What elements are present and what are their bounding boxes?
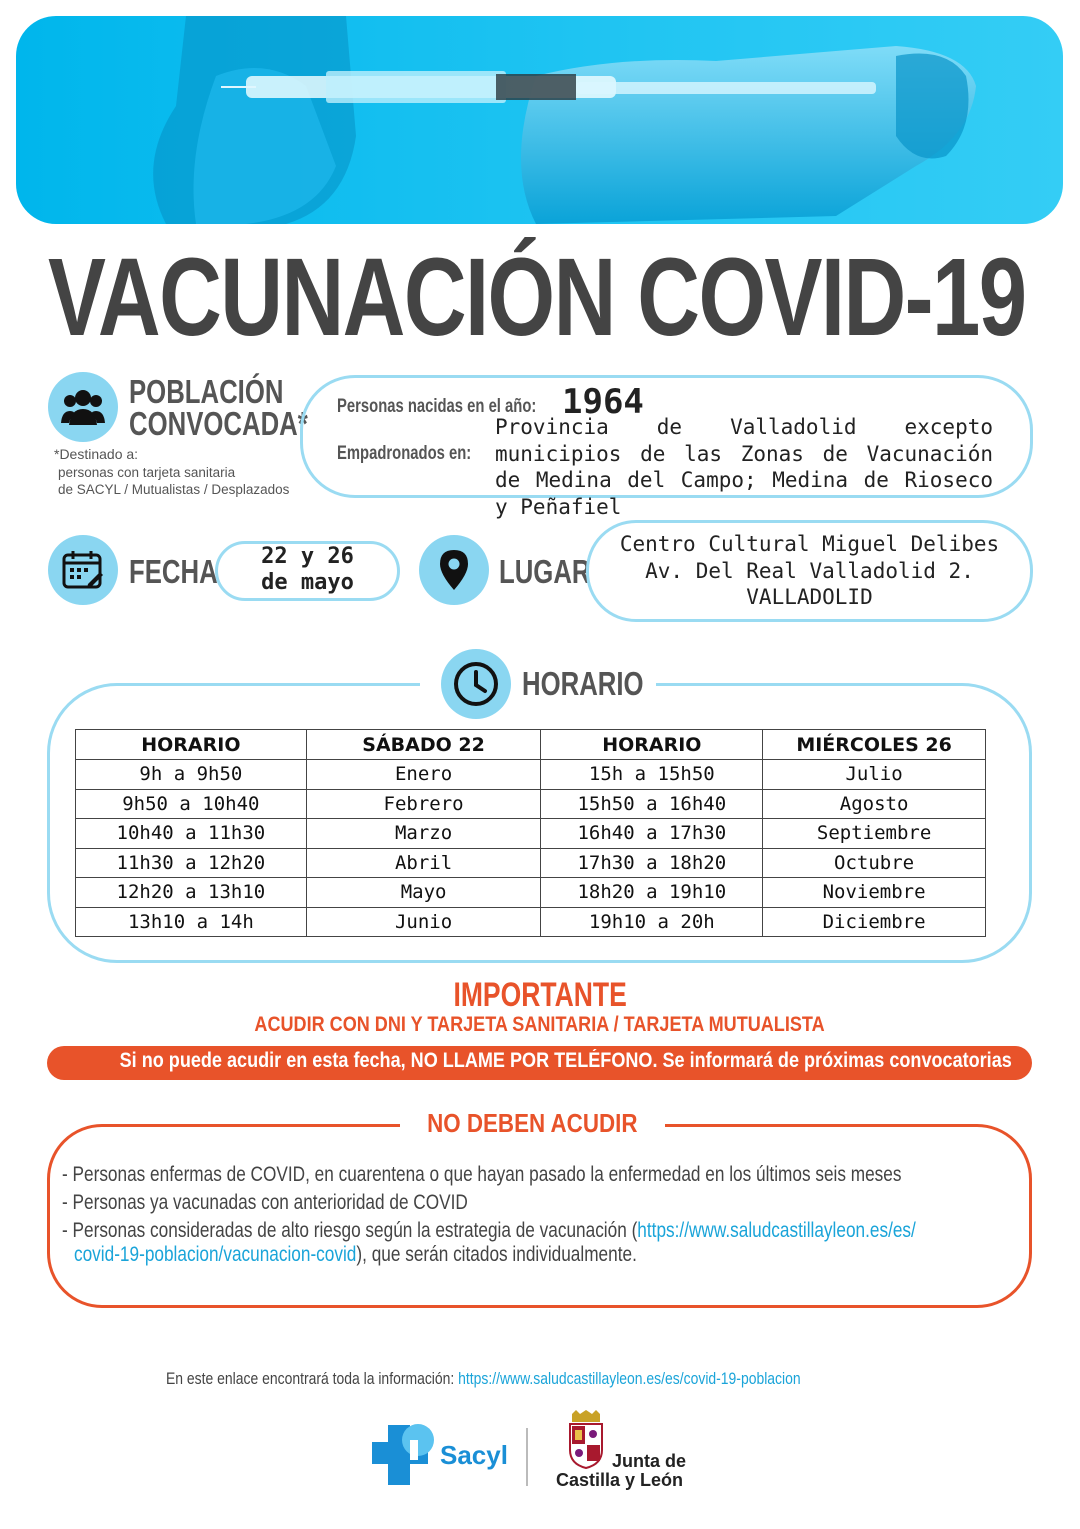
no-deben-item-1-wrap [62, 1163, 1080, 1187]
importante-title: IMPORTANTE [453, 976, 627, 1014]
warning-banner-text-wrap [47, 1049, 1032, 1073]
no-deben-item-3b-wrap [74, 1243, 760, 1267]
table-cell: Junio [306, 907, 541, 937]
header-miercoles: MIÉRCOLES 26 [763, 730, 986, 760]
destinado-label: *Destinado a: [54, 446, 139, 462]
horario-label: HORARIO [522, 665, 644, 702]
fecha-line1: 22 y 26 [261, 544, 354, 569]
table-cell: Diciembre [763, 907, 986, 937]
junta-line2: Castilla y León [556, 1470, 684, 1490]
lugar-label: LUGAR [499, 553, 591, 590]
no-deben-item-1: - Personas enfermas de COVID, en cuarentena o que hayan pasado la enfermedad en los últimos seis meses [62, 1163, 902, 1186]
header-horario-2: HORARIO [541, 730, 763, 760]
table-cell: 10h40 a 11h30 [76, 819, 307, 849]
table-cell: Mayo [306, 878, 541, 908]
table-row [76, 907, 986, 937]
header-horario-1: HORARIO [76, 730, 307, 760]
table-cell: 13h10 a 14h [76, 907, 307, 937]
table-cell: 11h30 a 12h20 [76, 848, 307, 878]
destinado-line2: de SACYL / Mutualistas / Desplazados [58, 482, 290, 497]
clock-icon [441, 649, 511, 719]
footer-info-link[interactable]: https://www.saludcastillayleon.es/es/covid-19-poblacion [458, 1369, 801, 1388]
table-row [76, 848, 986, 878]
table-cell: Febrero [306, 789, 541, 819]
lugar-line2: Av. Del Real Valladolid 2. [645, 559, 974, 583]
no-deben-item-3-wrap [62, 1219, 1080, 1243]
no-deben-item-3-tail: ), que serán citados individualmente. [356, 1243, 637, 1266]
table-row [76, 760, 986, 790]
lugar-line1: Centro Cultural Miguel Delibes [619, 532, 1000, 556]
table-cell: 9h50 a 10h40 [76, 789, 307, 819]
footer-info-label: En este enlace encontrará toda la información: [166, 1369, 455, 1388]
sacyl-logo [370, 1420, 440, 1490]
table-cell: Noviembre [763, 878, 986, 908]
sacyl-logo-text: Sacyl [440, 1440, 508, 1470]
table-cell: 12h20 a 13h10 [76, 878, 307, 908]
table-cell: 9h a 9h50 [76, 760, 307, 790]
table-cell: 18h20 a 19h10 [541, 878, 763, 908]
lugar-line3: VALLADOLID [746, 585, 873, 609]
syringe-hands-illustration [16, 16, 1063, 224]
table-row [76, 789, 986, 819]
junta-line1: Junta de [612, 1451, 687, 1471]
no-deben-item-3-text: - Personas consideradas de alto riesgo según la estrategia de vacunación ( [62, 1219, 638, 1242]
no-deben-item-2-wrap [62, 1191, 557, 1215]
no-deben-title: NO DEBEN ACUDIR [427, 1108, 638, 1138]
header-sabado: SÁBADO 22 [306, 730, 541, 760]
destinado-line1: personas con tarjeta sanitaria [58, 465, 236, 480]
importante-subtitle-wrap [0, 1013, 1080, 1037]
table-cell: 16h40 a 17h30 [541, 819, 763, 849]
table-row [76, 819, 986, 849]
table-cell: Abril [306, 848, 541, 878]
table-row [76, 878, 986, 908]
empadronados-text: Provincia de Valladolid excepto municipios de las Zonas de Vacunación de Medina del Campo; Medina de Rioseco y Peñafiel [495, 415, 993, 519]
no-deben-item-2: - Personas ya vacunadas con anterioridad de COVID [62, 1191, 468, 1214]
table-cell: 15h a 15h50 [541, 760, 763, 790]
table-cell: Enero [306, 760, 541, 790]
table-cell: 15h50 a 16h40 [541, 789, 763, 819]
schedule-table [75, 729, 986, 937]
birth-year: 1964 [562, 382, 644, 422]
importante-subtitle: ACUDIR CON DNI Y TARJETA SANITARIA / TARJETA MUTUALISTA [254, 1013, 826, 1036]
table-cell: Julio [763, 760, 986, 790]
fecha-label: FECHA [129, 553, 218, 590]
poblacion-label-line1: POBLACIÓN [129, 373, 284, 410]
fecha-line2: de mayo [261, 570, 354, 595]
people-icon [48, 372, 118, 442]
poblacion-label-line2: CONVOCADA* [129, 405, 308, 442]
table-cell: 19h10 a 20h [541, 907, 763, 937]
no-deben-title-wrap [400, 1108, 665, 1139]
table-cell: 17h30 a 18h20 [541, 848, 763, 878]
hero-vaccine-image [16, 16, 1063, 224]
warning-banner-text: Si no puede acudir en esta fecha, NO LLAME POR TELÉFONO. Se informará de próximas convocatorias [119, 1049, 1012, 1072]
importante-wrap [0, 976, 1080, 1015]
page-title: VACUNACIÓN COVID-19 [48, 236, 1026, 359]
vacunacion-link-part2[interactable]: covid-19-poblacion/vacunacion-covid [74, 1243, 357, 1266]
junta-coat-of-arms [566, 1410, 606, 1470]
calendar-icon [48, 535, 118, 605]
nacidos-label: Personas nacidas en el año: [337, 396, 537, 417]
table-cell: Septiembre [763, 819, 986, 849]
table-cell: Marzo [306, 819, 541, 849]
no-deben-frame [47, 1124, 1032, 1308]
empadronados-label: Empadronados en: [337, 443, 472, 464]
schedule-header-row [76, 730, 986, 760]
table-cell: Octubre [763, 848, 986, 878]
location-pin-icon [419, 535, 489, 605]
logo-divider [526, 1428, 528, 1486]
footer-info-wrap [166, 1369, 940, 1389]
vacunacion-link-part1[interactable]: https://www.saludcastillayleon.es/es/ [637, 1219, 916, 1242]
table-cell: Agosto [763, 789, 986, 819]
